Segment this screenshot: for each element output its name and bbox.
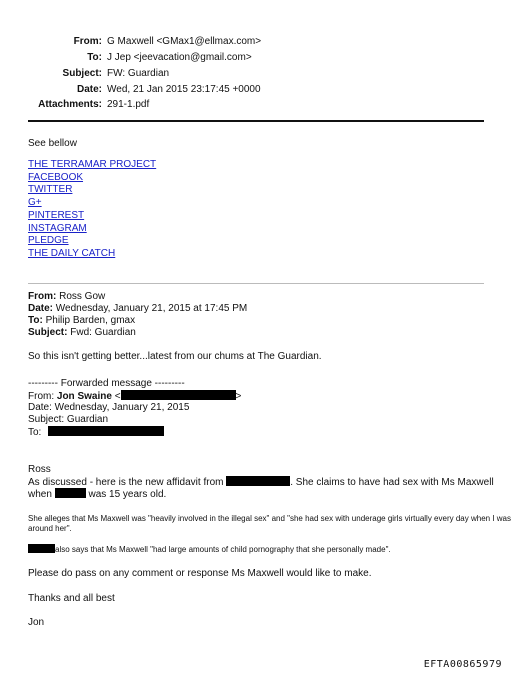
- fwd1-to-line: [28, 315, 135, 326]
- attachments-label: Attachments:: [38, 99, 102, 110]
- link-daily-catch[interactable]: THE DAILY CATCH: [28, 247, 116, 259]
- fwd2-to-label: To:: [28, 427, 42, 438]
- link-twitter[interactable]: TWITTER: [28, 184, 73, 196]
- message-line-1-end: . She claims to have had sex with Ms Maxwell: [290, 477, 494, 488]
- fwd1-date-value: Wednesday, January 21, 2015 at 17:45 PM: [55, 303, 248, 314]
- message-line-2-end: was 15 years old.: [88, 489, 167, 500]
- from-label: From:: [73, 36, 102, 47]
- fwd2-separator: --------- Forwarded message ---------: [28, 378, 185, 389]
- thanks-line: Thanks and all best: [28, 593, 115, 604]
- fwd1-subject-value: Fwd: Guardian: [70, 327, 136, 338]
- fwd2-date-line: Date: Wednesday, January 21, 2015: [28, 402, 190, 413]
- fwd1-date-label: Date:: [28, 303, 54, 314]
- from-value: G Maxwell <GMax1@ellmax.com>: [107, 36, 262, 47]
- intro-text: See bellow: [28, 138, 77, 149]
- fwd1-from-value: Ross Gow: [59, 291, 106, 302]
- to-label: To:: [87, 52, 102, 63]
- message-line-2: [28, 488, 166, 500]
- fwd2-from-close: >: [235, 391, 242, 402]
- link-terramar-project[interactable]: THE TERRAMAR PROJECT: [28, 159, 157, 170]
- link-facebook[interactable]: FACEBOOK: [28, 171, 84, 183]
- fwd1-from-line: [28, 291, 105, 302]
- link-pledge[interactable]: PLEDGE: [28, 235, 69, 247]
- redaction-box: [121, 390, 236, 400]
- redaction-box: [48, 426, 164, 436]
- fwd2-from-open: <: [114, 391, 121, 402]
- link-instagram[interactable]: INSTAGRAM: [28, 222, 87, 234]
- request-line: Please do pass on any comment or response Ms Maxwell would like to make.: [28, 568, 372, 579]
- redaction-box: [28, 544, 55, 553]
- quote-2-line: [28, 544, 391, 554]
- date-value: Wed, 21 Jan 2015 23:17:45 +0000: [107, 84, 261, 95]
- fwd2-from-line: [28, 390, 241, 402]
- message-line-1-start: As discussed - here is the new affidavit from: [28, 477, 224, 488]
- fwd1-subject-line: [28, 327, 136, 338]
- footer-document-id: EFTA00865979: [423, 659, 502, 670]
- fwd2-from-name: Jon Swaine: [56, 391, 112, 402]
- fwd2-from-label: From:: [28, 391, 55, 402]
- redaction-box: [55, 488, 86, 498]
- quote-1-line-1: She alleges that Ms Maxwell was "heavily involved in the illegal sex" and "she had sex with underage girls virtually every day when I was: [28, 514, 511, 523]
- header-divider: [28, 120, 484, 122]
- signoff: Jon: [28, 617, 45, 628]
- fwd2-subject-line: Subject: Guardian: [28, 414, 109, 425]
- subject-label: Subject:: [62, 68, 102, 79]
- quote-1-line-2: around her".: [28, 524, 72, 533]
- date-label: Date:: [76, 84, 102, 95]
- to-value: J Jep <jeevacation@gmail.com>: [107, 52, 252, 63]
- fwd1-body: So this isn't getting better...latest from our chums at The Guardian.: [28, 351, 322, 362]
- fwd1-date-line: [28, 303, 247, 314]
- fwd1-to-value: Philip Barden, gmax: [45, 315, 136, 326]
- message-line-2-start: when: [28, 489, 52, 500]
- greeting: Ross: [28, 464, 51, 475]
- quote-2-text: also says that Ms Maxwell "had large amounts of child pornography that she personally made".: [55, 545, 391, 554]
- message-line-1: [28, 476, 494, 488]
- fwd1-from-label: From:: [28, 291, 57, 302]
- fwd2-to-line: [28, 426, 164, 438]
- redaction-box: [226, 476, 290, 486]
- link-list: [28, 159, 156, 261]
- subject-value: FW: Guardian: [107, 68, 170, 79]
- link-gplus[interactable]: G+: [28, 197, 42, 209]
- fwd1-subject-label: Subject:: [28, 327, 68, 338]
- forward-divider: [28, 283, 484, 284]
- link-pinterest[interactable]: PINTEREST: [28, 209, 85, 221]
- fwd1-to-label: To:: [28, 315, 43, 326]
- attachments-value[interactable]: 291-1.pdf: [107, 99, 150, 110]
